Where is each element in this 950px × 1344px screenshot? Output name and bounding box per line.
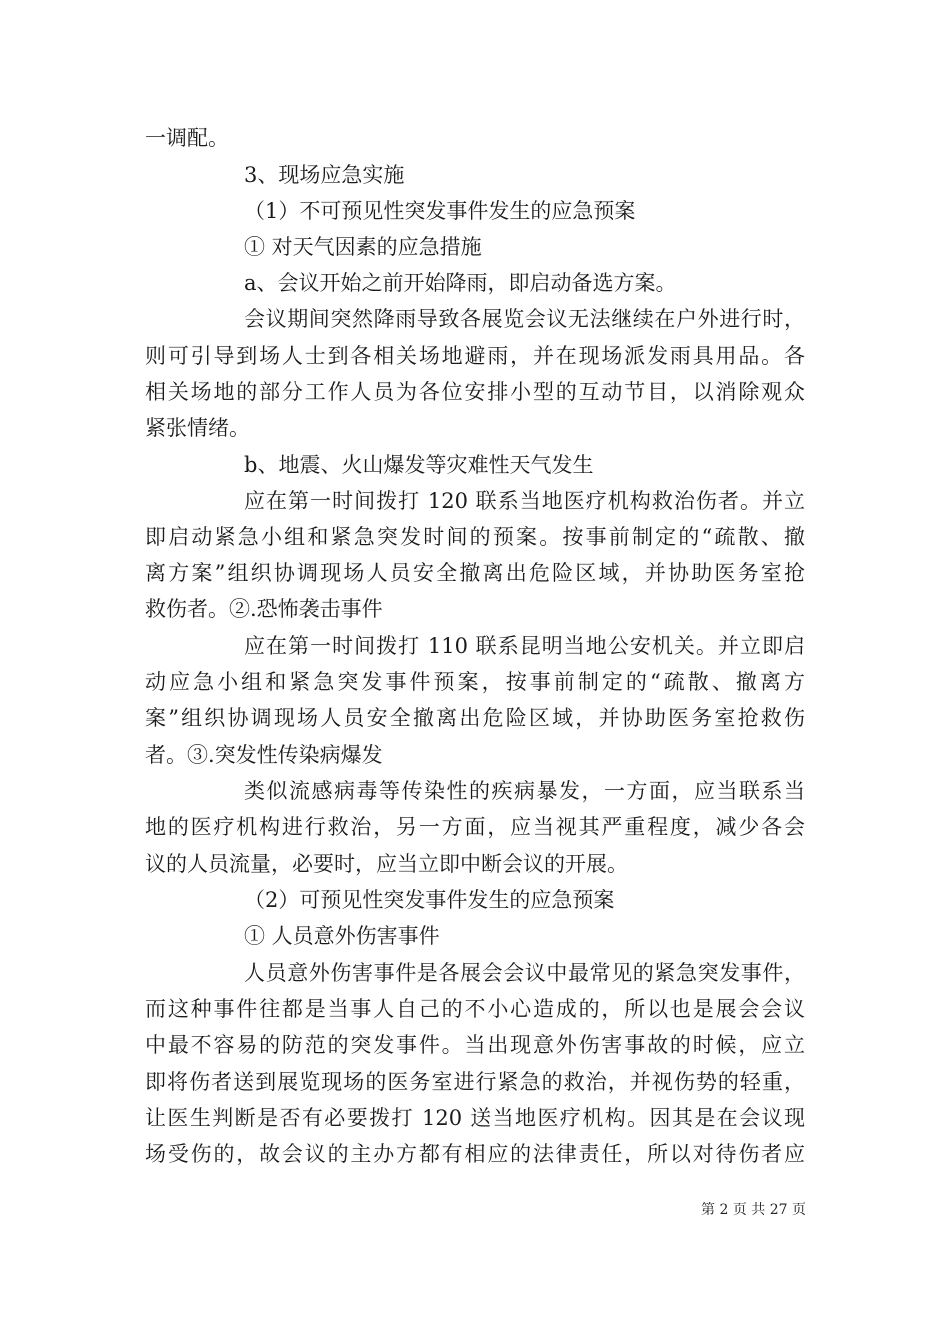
paragraph-line: 则可引导到场人士到各相关场地避雨，并在现场派发雨具用品。各 xyxy=(145,344,805,368)
paragraph-line: 应在第一时间拨打 120 联系当地医疗机构救治伤者。并立 xyxy=(244,489,805,513)
paragraph-line: 即将伤者送到展览现场的医务室进行紧急的救治，并视伤势的轻重， xyxy=(145,1070,805,1094)
text-line: 一调配。 xyxy=(145,126,229,150)
text-line: a、会议开始之前开始降雨，即启动备选方案。 xyxy=(244,271,677,295)
paragraph-line: 应在第一时间拨打 110 联系昆明当地公安机关。并立即启 xyxy=(244,634,805,658)
section-heading: 3、现场应急实施 xyxy=(244,163,405,187)
paragraph-line: 让医生判断是否有必要拨打 120 送当地医疗机构。因其是在会议现 xyxy=(145,1106,805,1130)
paragraph-line: 而这种事件往都是当事人自己的不小心造成的，所以也是展会会议 xyxy=(145,997,805,1021)
subsection-heading: （1）不可预见性突发事件发生的应急预案 xyxy=(244,199,636,223)
paragraph-line: 者。③.突发性传染病爆发 xyxy=(145,743,383,767)
paragraph-line: 人员意外伤害事件是各展会会议中最常见的紧急突发事件， xyxy=(244,961,805,985)
paragraph-line: 场受伤的，故会议的主办方都有相应的法律责任，所以对待伤者应 xyxy=(145,1142,805,1166)
paragraph-line: 地的医疗机构进行救治，另一方面，应当视其严重程度，减少各会 xyxy=(145,815,805,839)
paragraph-line: 相关场地的部分工作人员为各位安排小型的互动节目，以消除观众 xyxy=(145,380,805,404)
paragraph-line: 会议期间突然降雨导致各展览会议无法继续在户外进行时， xyxy=(244,307,805,331)
paragraph-line: 救伤者。②.恐怖袭击事件 xyxy=(145,597,383,621)
paragraph-line: 议的人员流量，必要时，应当立即中断会议的开展。 xyxy=(145,852,628,876)
paragraph-line: 动应急小组和紧急突发事件预案，按事前制定的“疏散、撤离方 xyxy=(145,670,805,694)
subsection-heading: （2）可预见性突发事件发生的应急预案 xyxy=(244,888,615,912)
item-heading: ① 人员意外伤害事件 xyxy=(244,924,440,948)
paragraph-line: 离方案”组织协调现场人员安全撤离出危险区域，并协助医务室抢 xyxy=(145,561,805,585)
paragraph-line: 案”组织协调现场人员安全撤离出危险区域，并协助医务室抢救伤 xyxy=(145,706,805,730)
paragraph-line: 即启动紧急小组和紧急突发时间的预案。按事前制定的“疏散、撤 xyxy=(145,525,805,549)
paragraph-line: 中最不容易的防范的突发事件。当出现意外伤害事故的时候，应立 xyxy=(145,1033,805,1057)
paragraph-line: 类似流感病毒等传染性的疾病暴发，一方面，应当联系当 xyxy=(244,779,805,803)
page-number-footer: 第 2 页 共 27 页 xyxy=(701,1202,806,1218)
item-heading: ① 对天气因素的应急措施 xyxy=(244,235,482,259)
text-line: b、地震、火山爆发等灾难性天气发生 xyxy=(244,453,594,477)
paragraph-line: 紧张情绪。 xyxy=(145,416,250,440)
